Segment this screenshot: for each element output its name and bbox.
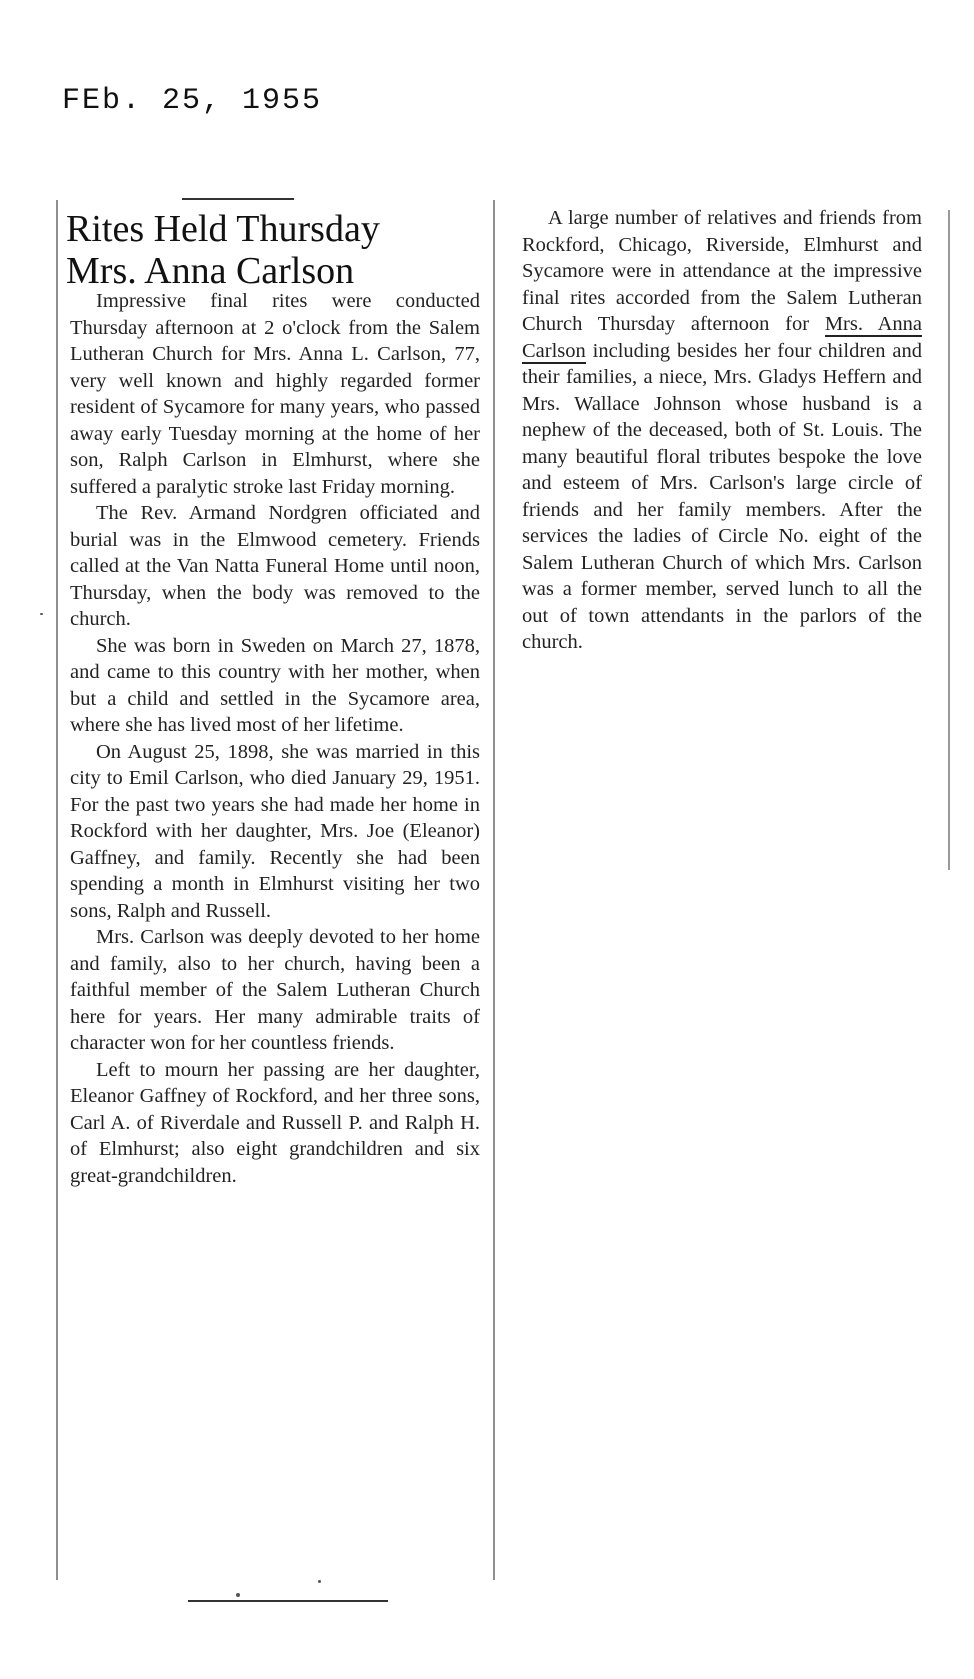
headline-line-1: Rites Held Thursday <box>66 208 380 250</box>
bottom-rule-left <box>188 1600 388 1602</box>
right-column-border <box>948 210 950 870</box>
article-column-1 <box>70 288 480 1189</box>
paragraph-2: The Rev. Armand Nordgren officiated and burial was in the Elmwood cemetery. Friends called at the Van Natta Funeral Home until noon, Thursday, when the body was removed to the church. <box>70 502 480 630</box>
paragraph-5: Mrs. Carlson was deeply devoted to her home and family, also to her church, having been a faithful member of the Salem Lutheran Church here for years. Her many admirable traits of character won for her countless friends. <box>70 926 480 1054</box>
clipping-date: FEb. 25, 1955 <box>62 84 323 118</box>
underlined-name: Mrs. Anna Carlson <box>522 313 922 362</box>
scan-speck <box>40 613 43 615</box>
paragraph-7 <box>522 205 922 656</box>
middle-column-border <box>493 200 495 1580</box>
paragraph-7-lead: A large number of relatives and friends from Rockford, Chicago, Riverside, Elmhurst and Sycamore were in attendance at the impressive final rites accorded from the Salem Lutheran Church Thursday afternoon for <box>522 207 922 335</box>
paragraph-4: On August 25, 1898, she was married in this city to Emil Carlson, who died January 29, 1951. For the past two years she had made her home in Rockford with her daughter, Mrs. Joe (Eleanor) Gaffney, and family. Recently she had been spending a month in Elmhurst visiting her two sons, Ralph and Russell. <box>70 740 480 922</box>
headline <box>66 208 486 292</box>
article-column-2 <box>522 205 922 656</box>
left-column-border <box>56 200 58 1580</box>
scan-speck <box>318 1580 321 1583</box>
headline-line-2: Mrs. Anna Carlson <box>66 250 355 292</box>
paragraph-3: She was born in Sweden on March 27, 1878, and came to this country with her mother, when but a child and settled in the Sycamore area, where she has lived most of her lifetime. <box>70 634 480 736</box>
paragraph-1: Impressive final rites were conducted Thursday afternoon at 2 o'clock from the Salem Lutheran Church for Mrs. Anna L. Carlson, 77, very well known and highly regarded former resident of Sycamore for many years, who passed away early Tuesday morning at the home of her son, Ralph Carlson in Elmhurst, where she suffered a paralytic stroke last Friday morning. <box>70 290 480 498</box>
scan-speck <box>236 1593 240 1597</box>
top-rule-left <box>182 198 294 200</box>
paragraph-7-rest: including besides her four children and their families, a niece, Mrs. Gladys Heffern and Mrs. Wallace Johnson whose husband is a nephew of the deceased, both of St. Louis. The many beautiful floral tributes bespoke the love and esteem of Mrs. Carlson's large circle of friends and her family members. After the services the ladies of Circle No. eight of the Salem Lutheran Church of which Mrs. Carlson was a former member, served lunch to all the out of town attendants in the parlors of the church. <box>522 339 922 653</box>
paragraph-6: Left to mourn her passing are her daughter, Eleanor Gaffney of Rockford, and her three sons, Carl A. of Riverdale and Russell P. and Ralph H. of Elmhurst; also eight grandchildren and six great-grandchildren. <box>70 1058 480 1187</box>
